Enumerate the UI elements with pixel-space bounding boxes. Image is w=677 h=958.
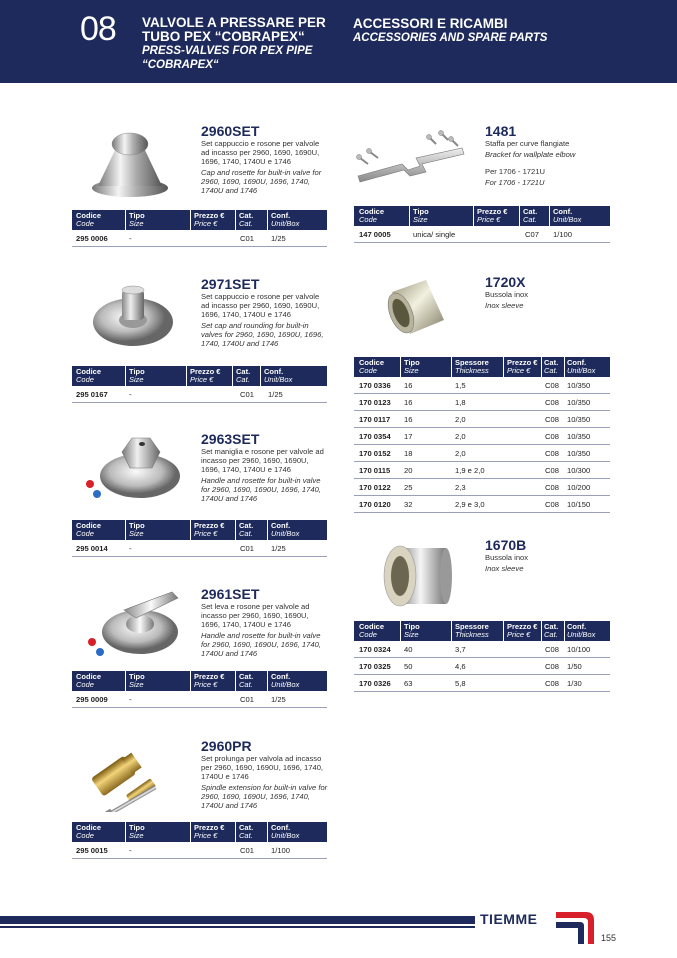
cell-box: 10/350 [567,449,591,458]
cell-code: 170 0336 [359,381,391,390]
product-image-2961set [84,588,184,660]
table-row [354,462,610,479]
product-table-2961set [72,671,327,708]
cell-size: 20 [404,466,413,475]
cell-thick: 2,9 e 3,0 [455,500,485,509]
cell-size: 17 [404,432,413,441]
product-description-it: Set leva e rosone per valvole ad incasso per 2960, 1690, 1690U, 1696, 1740, 1740U e 1746 [201,602,310,629]
footer-bar [0,916,475,924]
product-2971set [201,277,329,348]
cell-thick: 2,0 [455,432,466,441]
cell-size: 16 [404,381,413,390]
product-description-en: Inox sleeve [485,301,524,310]
cell-box: 10/100 [567,645,591,654]
cell-thick: 3,7 [455,645,466,654]
product-image-2960pr [84,740,184,812]
section-title: VALVOLE A PRESSARE PER TUBO PEX “COBRAPEX“ PRESS-VALVES FOR PEX PIPE “COBRAPEX“ [142,15,326,71]
brand-logo: TIEMME [480,911,538,927]
cell-thick: 5,8 [455,679,466,688]
product-title: 2971SET [201,276,260,292]
product-title: 2963SET [201,431,260,447]
product-image-2963set [82,432,182,504]
cell-box: 10/200 [567,483,591,492]
product-table-2960pr [72,822,327,859]
product-title: 2961SET [201,586,260,602]
product-description-it: Bussola inox [485,553,529,562]
table-header: Codice Code Tipo Size Spessore Thickness Prezzo € Price € Cat. Cat. Conf. Unit/Box [354,357,610,377]
page-header [0,0,677,83]
cell-cat: C08 [545,381,559,390]
product-title: 2960PR [201,738,252,754]
table-row [354,479,610,496]
product-table-1481 [354,206,610,243]
table-row: 147 0005 unica/ single C07 1/100 [354,226,610,243]
table-row: 295 0015 - C01 1/100 [72,842,327,859]
cell-cat: C08 [545,645,559,654]
product-description-it: Staffa per curve flangiate [485,139,570,148]
cell-code: 170 0354 [359,432,391,441]
cell-cat: C08 [545,466,559,475]
table-row [354,445,610,462]
product-description-it: Set cappuccio e rosone per valvole ad incasso per 2960, 1690, 1690U, 1696, 1740, 1740U e 1746 [201,292,320,319]
table-row: 295 0009 - C01 1/25 [72,691,327,708]
chapter-number: 08 [80,10,116,48]
table-header: Codice Code Tipo Size Prezzo € Price € Cat. Cat. Conf. Unit/Box [72,822,327,842]
product-image-1670b [380,544,454,608]
product-description-en: Handle and rosette for built-in valve for 2960, 1690, 1690U, 1696, 1740, 1740U and 1746 [201,631,321,658]
table-header: Codice Code Tipo Size Prezzo € Price € Cat. Cat. Conf. Unit/Box [72,210,327,230]
table-row [354,675,610,692]
product-1720x [485,275,645,310]
cell-thick: 1,8 [455,398,466,407]
cell-cat: C08 [545,432,559,441]
table-row [354,411,610,428]
product-description-en: Set cap and rounding for built-in valves for 2960, 1690, 1690U, 1696, 1740, 1740U and 1746 [201,321,324,348]
table-header: Codice Code Tipo Size Prezzo € Price € Cat. Cat. Conf. Unit/Box [72,520,327,540]
cell-code: 170 0123 [359,398,391,407]
table-header: Codice Code Tipo Size Prezzo € Price € Cat. Cat. Conf. Unit/Box [354,206,610,226]
product-description-en: Bracket for wallplate elbow [485,150,576,159]
product-title: 1481 [485,123,517,139]
product-title: 1720X [485,274,526,290]
cell-cat: C08 [545,679,559,688]
product-table-2963set [72,520,327,557]
cell-box: 1/50 [567,662,582,671]
product-image-1720x [380,274,450,344]
cell-thick: 1,9 e 2,0 [455,466,485,475]
table-row [354,428,610,445]
cell-thick: 4,6 [455,662,466,671]
table-header: Codice Code Tipo Size Spessore Thickness Prezzo € Price € Cat. Cat. Conf. Unit/Box [354,621,610,641]
cell-code: 170 0117 [359,415,391,424]
table-row [354,641,610,658]
cell-cat: C08 [545,500,559,509]
cell-cat: C08 [545,662,559,671]
cell-size: 40 [404,645,413,654]
product-title: 1670B [485,537,527,553]
product-table-2960set [72,210,327,247]
cell-thick: 2,0 [455,415,466,424]
product-note-it: Per 1706 - 1721U [485,167,545,176]
product-description-en: Handle and rosette for built-in valve for 2960, 1690, 1690U, 1696, 1740, 1740U and 1746 [201,476,321,503]
table-header: Codice Code Tipo Size Prezzo € Price € Cat. Cat. Conf. Unit/Box [72,366,327,386]
cell-thick: 2,3 [455,483,466,492]
page-number: 155 [601,933,617,943]
cell-cat: C08 [545,449,559,458]
cell-box: 10/150 [567,500,591,509]
table-row: 295 0006 - C01 1/25 [72,230,327,247]
product-description-en: Inox sleeve [485,564,524,573]
product-image-2971set [92,280,174,350]
product-1481 [485,124,645,187]
cell-size: 18 [404,449,413,458]
product-title: 2960SET [201,123,260,139]
product-table-1720x [354,357,610,513]
product-note-en: For 1706 - 1721U [485,178,545,187]
cell-code: 170 0152 [359,449,391,458]
subsection-title: ACCESSORI E RICAMBI ACCESSORIES AND SPARE PARTS [353,16,548,44]
table-row: 295 0014 - C01 1/25 [72,540,327,557]
cell-box: 10/350 [567,415,591,424]
table-header: Codice Code Tipo Size Prezzo € Price € Cat. Cat. Conf. Unit/Box [72,671,327,691]
cell-size: 63 [404,679,413,688]
brand-logo-mark [556,910,596,946]
cell-code: 170 0115 [359,466,391,475]
product-1670b [485,538,645,573]
cell-cat: C08 [545,483,559,492]
product-image-1481 [352,130,470,192]
product-2960set [201,124,329,195]
cell-cat: C08 [545,415,559,424]
cell-size: 16 [404,398,413,407]
product-description-en: Spindle extension for built-in valve for 2960, 1690, 1690U, 1696, 1740, 1740U and 1746 [201,783,328,810]
product-description-en: Cap and rosette for built-in valve for 2960, 1690, 1690U, 1696, 1740, 1740U and 1746 [201,168,322,195]
cell-cat: C08 [545,398,559,407]
product-description-it: Set prolunga per valvola ad incasso per 2960, 1690, 1690U, 1696, 1740, 1740U e 1746 [201,754,324,781]
cell-size: 25 [404,483,413,492]
product-description-it: Set maniglia e rosone per valvole ad incasso per 2960, 1690, 1690U, 1696, 1740, 1740U e 1746 [201,447,324,474]
table-row [354,496,610,513]
product-2960pr [201,739,329,810]
cell-code: 170 0120 [359,500,391,509]
product-description-it: Bussola inox [485,290,529,299]
footer-bar-thin [0,926,475,928]
product-description-it: Set cappuccio e rosone per valvole ad incasso per 2960, 1690, 1690U, 1696, 1740, 1740U e 1746 [201,139,320,166]
table-row [354,377,610,394]
cell-size: 50 [404,662,413,671]
cell-thick: 2,0 [455,449,466,458]
cell-code: 170 0122 [359,483,391,492]
cell-code: 170 0324 [359,645,391,654]
cell-size: 32 [404,500,413,509]
product-table-2971set [72,366,327,403]
product-2961set [201,587,329,658]
cell-box: 10/350 [567,381,591,390]
cell-code: 170 0325 [359,662,391,671]
cell-box: 10/350 [567,432,591,441]
table-row: 295 0167 - C01 1/25 [72,386,327,403]
cell-thick: 1,5 [455,381,466,390]
product-table-1670b [354,621,610,692]
table-row [354,658,610,675]
product-image-2960set [90,128,170,200]
product-2963set [201,432,329,503]
cell-box: 10/350 [567,398,591,407]
table-row [354,394,610,411]
cell-size: 16 [404,415,413,424]
cell-box: 10/300 [567,466,591,475]
cell-code: 170 0326 [359,679,391,688]
cell-box: 1/30 [567,679,582,688]
